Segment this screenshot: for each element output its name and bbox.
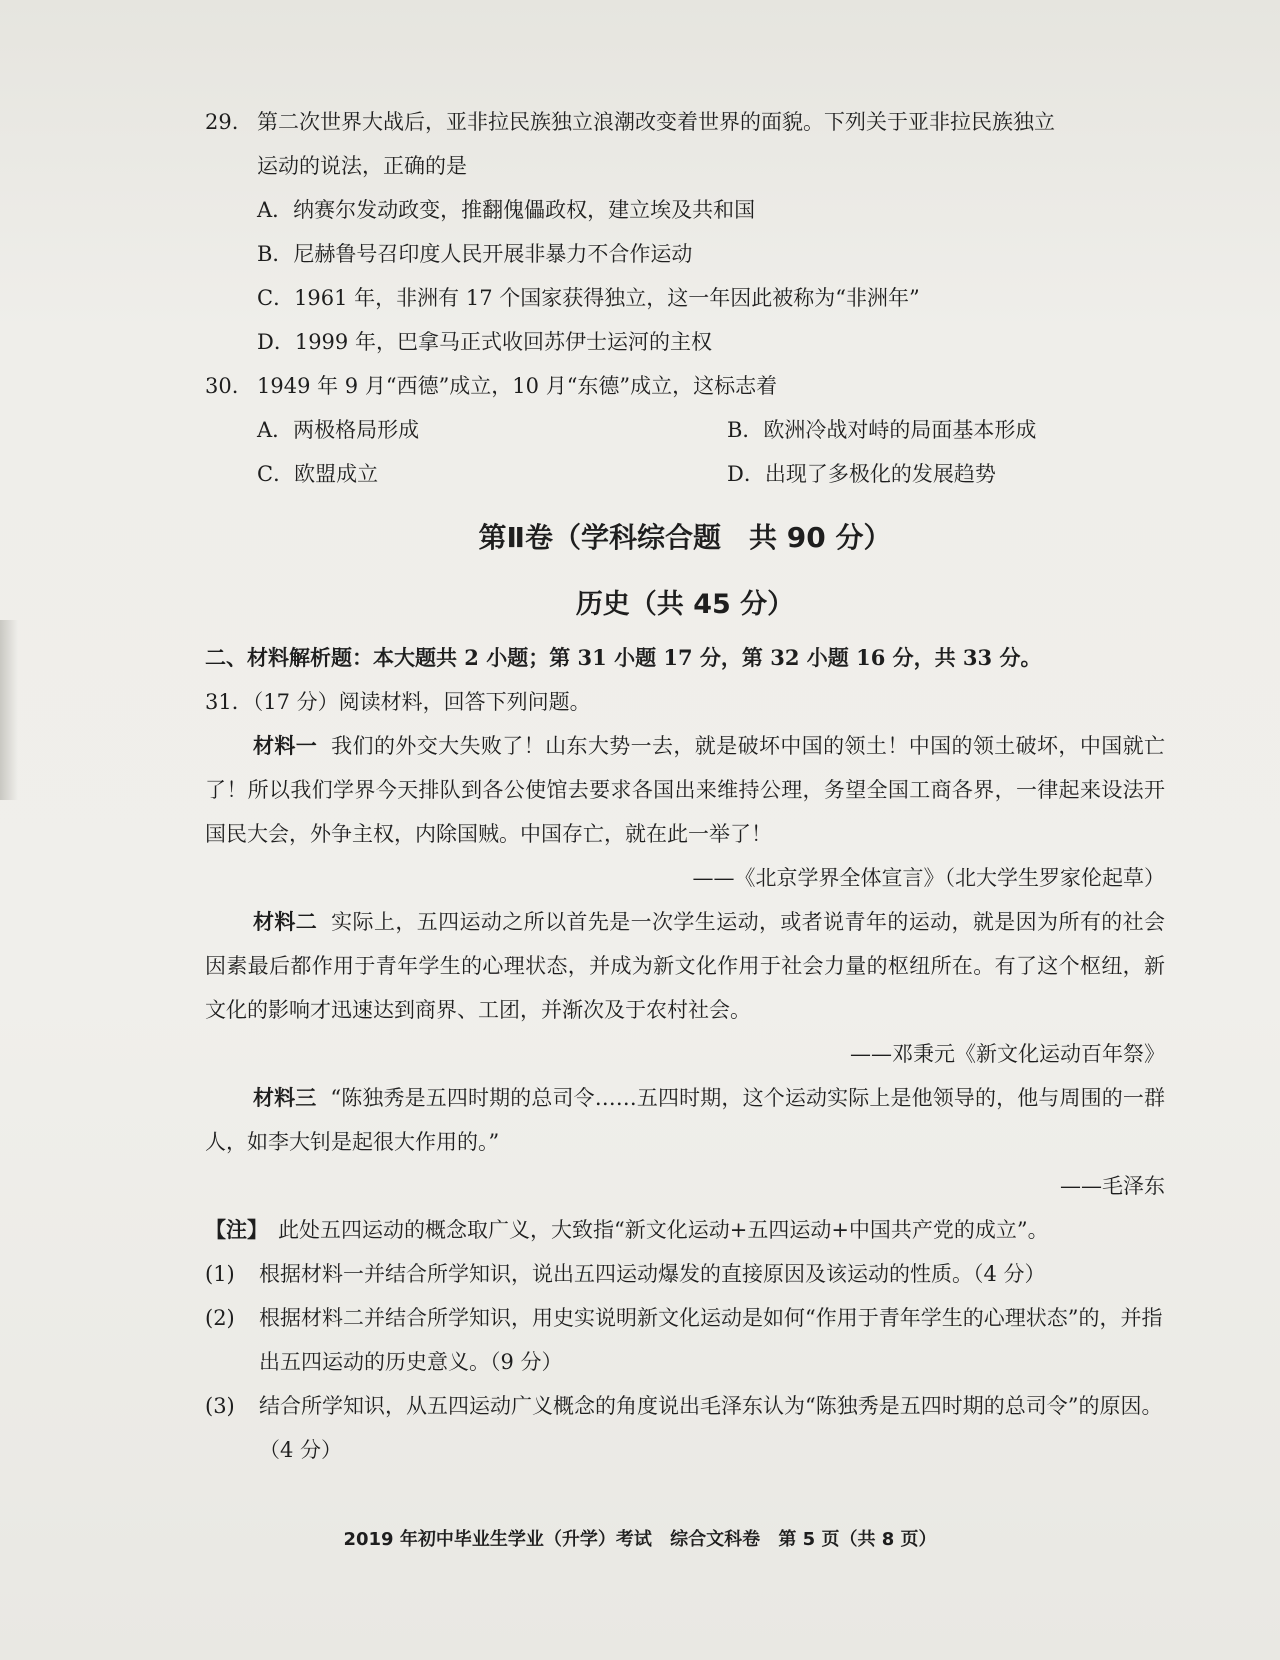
option-d: D．1999 年，巴拿马正式收回苏伊士运河的主权 bbox=[257, 330, 712, 354]
question-stem: 1949 年 9 月“西德”成立，10 月“东德”成立，这标志着 bbox=[257, 374, 778, 398]
question-stem: 第二次世界大战后，亚非拉民族独立浪潮改变着世界的面貌。下列关于亚非拉民族独立 bbox=[257, 110, 1055, 134]
material-3-source: ——毛泽东 bbox=[1060, 1174, 1165, 1198]
part-heading: 二、材料解析题：本大题共 2 小题；第 31 小题 17 分，第 32 小题 16 分，共 33 分。 bbox=[205, 645, 1042, 670]
footer-exam-name: 2019 年初中毕业生学业（升学）考试 bbox=[343, 1529, 652, 1550]
note-text: 此处五四运动的概念取广义，大致指“新文化运动+五四运动+中国共产党的成立”。 bbox=[278, 1218, 1049, 1242]
subquestion-3 bbox=[205, 1384, 1165, 1472]
question-stem-continued: 运动的说法，正确的是 bbox=[257, 154, 467, 178]
subquestion-1 bbox=[205, 1252, 1165, 1296]
question-30 bbox=[205, 364, 1165, 408]
subquestion-text: 根据材料二并结合所学知识，用史实说明新文化运动是如何“作用于青年学生的心理状态”的，并指出五四运动的历史意义。（9 分） bbox=[259, 1306, 1163, 1374]
material-text: 实际上，五四运动之所以首先是一次学生运动，或者说青年的运动，就是因为所有的社会因素最后都作用于青年学生的心理状态，并成为新文化作用于社会力量的枢纽所在。有了这个枢纽，新文化的影响才迅速达到商界、工团，并渐次及于农村社会。 bbox=[205, 910, 1165, 1022]
option-a: A．纳赛尔发动政变，推翻傀儡政权，建立埃及共和国 bbox=[257, 198, 756, 222]
option-a: A．两极格局形成 bbox=[257, 418, 420, 442]
material-1 bbox=[205, 724, 1165, 856]
subject-title: 历史（共 45 分） bbox=[575, 589, 795, 620]
subquestion-number: (2) bbox=[205, 1306, 235, 1330]
footer-paper-name: 综合文科卷 bbox=[670, 1529, 761, 1550]
material-2-source: ——邓秉元《新文化运动百年祭》 bbox=[850, 1042, 1165, 1066]
option-c: C．1961 年，非洲有 17 个国家获得独立，这一年因此被称为“非洲年” bbox=[257, 286, 920, 310]
material-label: 材料三 bbox=[253, 1085, 317, 1110]
page-footer bbox=[0, 1525, 1280, 1551]
material-label: 材料一 bbox=[253, 733, 318, 758]
footer-page-number: 第 5 页（共 8 页） bbox=[778, 1529, 937, 1550]
section-title: 第Ⅱ卷（学科综合题 共 90 分） bbox=[478, 521, 892, 554]
subquestion-number: (3) bbox=[205, 1394, 235, 1418]
option-b: B．尼赫鲁号召印度人民开展非暴力不合作运动 bbox=[257, 242, 693, 266]
option-c: C．欧盟成立 bbox=[257, 462, 379, 486]
question-number: 30. bbox=[205, 374, 239, 398]
material-text: 我们的外交大失败了！山东大势一去，就是破坏中国的领土！中国的领土破坏，中国就亡了！所以我们学界今天排队到各公使馆去要求各国出来维持公理，务望全国工商各界，一律起来设法开国民大会，外争主权，内除国贼。中国存亡，就在此一举了！ bbox=[205, 734, 1165, 846]
material-2 bbox=[205, 900, 1165, 1032]
page-content bbox=[205, 100, 1165, 1472]
subquestion-text: 根据材料一并结合所学知识，说出五四运动爆发的直接原因及该运动的性质。（4 分） bbox=[259, 1262, 1046, 1286]
options-grid bbox=[205, 408, 1165, 496]
material-text: “陈独秀是五四时期的总司令……五四时期，这个运动实际上是他领导的，他与周围的一群人，如李大钊是起很大作用的。” bbox=[205, 1086, 1166, 1154]
page-edge-shadow bbox=[0, 620, 18, 800]
material-label: 材料二 bbox=[253, 909, 318, 934]
question-29 bbox=[205, 100, 1165, 144]
question-31-intro: 31．（17 分）阅读材料，回答下列问题。 bbox=[205, 690, 591, 714]
note-label: 【注】 bbox=[205, 1217, 268, 1242]
subquestion-text: 结合所学知识，从五四运动广义概念的角度说出毛泽东认为“陈独秀是五四时期的总司令”的原因。（4 分） bbox=[259, 1394, 1163, 1462]
question-number: 29. bbox=[205, 110, 239, 134]
material-3 bbox=[205, 1076, 1165, 1164]
note bbox=[205, 1208, 1165, 1252]
option-d: D．出现了多极化的发展趋势 bbox=[727, 462, 996, 486]
material-1-source: ——《北京学界全体宣言》（北大学生罗家伦起草） bbox=[692, 866, 1165, 890]
subquestion-2 bbox=[205, 1296, 1165, 1384]
option-b: B．欧洲冷战对峙的局面基本形成 bbox=[727, 418, 1037, 442]
subquestion-number: (1) bbox=[205, 1262, 235, 1286]
